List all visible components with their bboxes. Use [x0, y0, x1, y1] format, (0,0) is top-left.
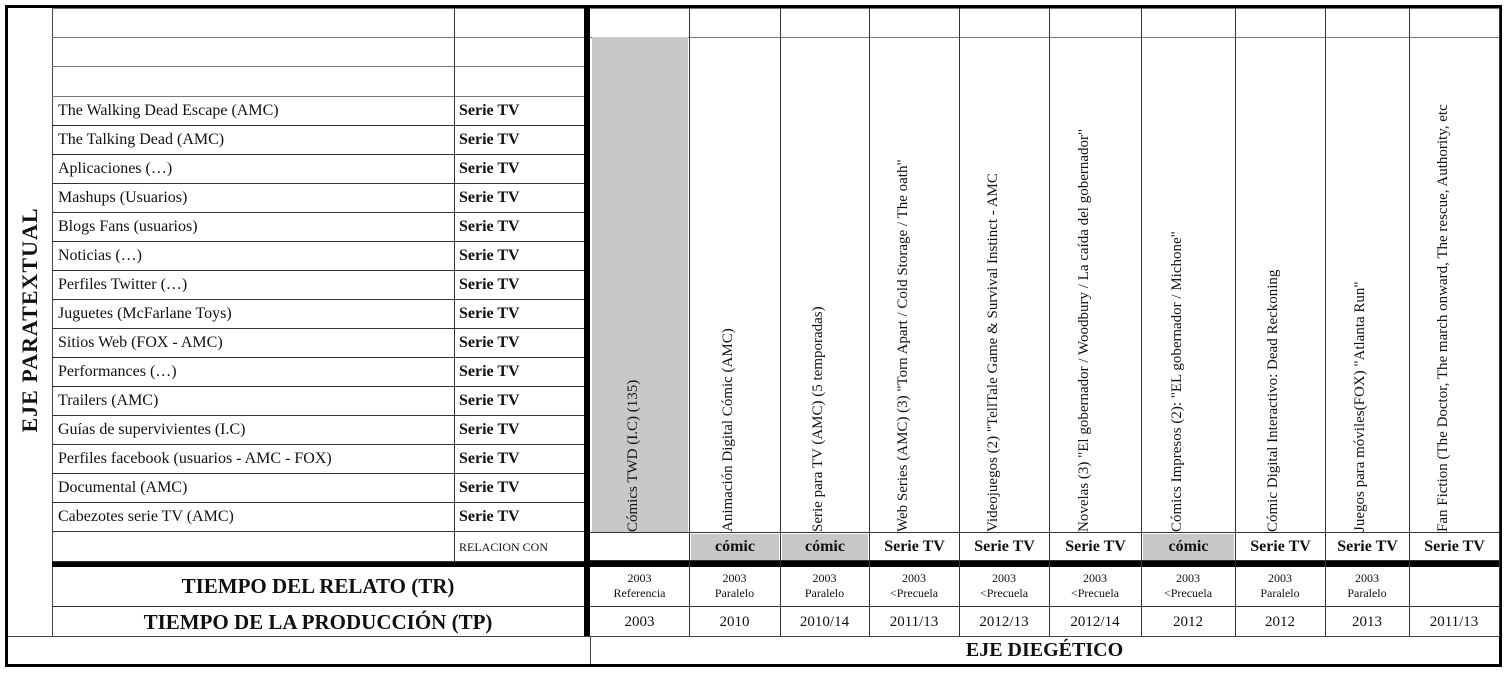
grid-line — [52, 606, 584, 607]
paratext-row-name: Performances (…) — [58, 363, 177, 380]
paratext-row-relation: Serie TV — [459, 392, 520, 409]
tiempo-relato-cell — [1235, 569, 1325, 607]
grid-line — [52, 37, 584, 38]
grid-line — [52, 561, 584, 562]
column-relation: Serie TV — [1424, 538, 1485, 555]
tr-year: 2003 — [812, 571, 837, 585]
tr-type: <Precuela — [979, 586, 1029, 600]
grid-line — [52, 66, 584, 67]
tr-type: Paralelo — [1347, 586, 1387, 600]
column-relation: cómic — [1143, 534, 1234, 560]
tr-year: 2003 — [1268, 571, 1292, 585]
tiempo-relato-cell — [780, 569, 869, 607]
tr-year: 2003 — [902, 571, 926, 585]
tiempo-produccion-cell: 2011/13 — [1429, 614, 1479, 630]
paratext-row-relation: Serie TV — [459, 131, 520, 148]
grid-line — [1049, 8, 1050, 636]
tiempo-relato-cell — [590, 569, 689, 607]
paratext-row-name: Trailers (AMC) — [58, 392, 159, 409]
column-header — [592, 37, 688, 532]
eje-diegetico-label: EJE DIEGÉTICO — [965, 639, 1124, 661]
paratext-row-relation: Serie TV — [459, 450, 520, 467]
paratext-row-relation: Serie TV — [459, 160, 520, 177]
tr-type: <Precuela — [889, 586, 939, 600]
column-title: Serie para TV (AMC) (5 temporadas) — [809, 306, 826, 532]
eje-paratextual-text: EJE PARATEXTUAL — [17, 207, 42, 433]
column-header — [782, 37, 868, 532]
tr-year: 2003 — [722, 571, 747, 585]
tr-year: 2003 — [1355, 571, 1379, 585]
column-header — [1143, 37, 1234, 532]
column-relation — [592, 534, 688, 560]
column-relation: Serie TV — [974, 538, 1035, 555]
column-relation: Serie TV — [1337, 538, 1398, 555]
tr-type: <Precuela — [1070, 586, 1120, 600]
tiempo-produccion-cell: 2013 — [1352, 614, 1382, 630]
grid-line — [780, 8, 781, 636]
column-relation: Serie TV — [1065, 538, 1126, 555]
tr-year: 2003 — [1083, 571, 1107, 585]
column-header — [961, 37, 1048, 532]
tr-type: <Precuela — [1163, 586, 1213, 600]
tiempo-produccion-cell: 2012 — [1265, 614, 1295, 630]
paratext-row-relation: Serie TV — [459, 334, 520, 351]
tiempo-relato-cell — [1409, 569, 1499, 607]
column-header — [1327, 37, 1408, 532]
column-title: Juegos para móviles(FOX) "Atlanta Run" — [1352, 281, 1368, 532]
tr-type: Paralelo — [714, 586, 755, 600]
eje-paratextual-label — [10, 160, 50, 480]
tiempo-produccion-cell: 2003 — [624, 614, 655, 630]
paratext-row-name: Juguetes (McFarlane Toys) — [58, 305, 232, 322]
grid-line — [1141, 8, 1142, 636]
column-relation: Serie TV — [1250, 538, 1311, 555]
bottom-divider — [8, 636, 1499, 637]
column-title: Videojuegos (2) "TellTale Game & Survival Instinct - AMC — [985, 173, 1001, 532]
paratext-row-relation: Serie TV — [459, 102, 520, 119]
grid-line — [869, 8, 870, 636]
tr-type: Paralelo — [804, 586, 845, 600]
column-title: Cómics Impresos (2): "EL gobernador / Michone" — [1169, 231, 1185, 532]
paratext-row-relation: Serie TV — [459, 218, 520, 235]
column-relation: Serie TV — [884, 538, 945, 555]
grid-line — [1235, 8, 1236, 636]
tiempo-relato-label: TIEMPO DEL RELATO (TR) — [181, 574, 455, 598]
paratext-row-name: Cabezotes serie TV (AMC) — [58, 508, 234, 525]
relacion-con-label: RELACION CON — [459, 540, 548, 554]
paratext-row-relation: Serie TV — [459, 421, 520, 438]
tiempo-produccion-cell: 2012/13 — [979, 614, 1029, 630]
tr-year: 2003 — [627, 571, 652, 585]
paratext-row-name: Aplicaciones (…) — [58, 160, 173, 177]
grid-line — [590, 8, 1499, 9]
tr-year: 2003 — [992, 571, 1016, 585]
paratext-row-relation: Serie TV — [459, 189, 520, 206]
paratext-row-name: Blogs Fans (usuarios) — [58, 218, 198, 235]
tiempo-produccion-label: TIEMPO DE LA PRODUCCIÓN (TP) — [143, 610, 493, 634]
grid-line — [959, 8, 960, 636]
column-title: Fan Fiction (The Doctor, The march onward, The rescue, Authority, etc — [1435, 104, 1451, 532]
tiempo-produccion-cell: 2012 — [1173, 614, 1203, 630]
column-title: Novelas (3) "El gobernador / Woodbury / La caída del gobernador" — [1076, 128, 1092, 532]
paratext-row-relation: Serie TV — [459, 276, 520, 293]
column-header — [691, 37, 779, 532]
column-title: Animación Digital Cómic (AMC) — [719, 328, 736, 532]
paratext-row-name: Documental (AMC) — [58, 479, 188, 496]
tr-type: Paralelo — [1260, 586, 1300, 600]
paratext-row-relation: Serie TV — [459, 247, 520, 264]
tiempo-relato-cell — [1141, 569, 1235, 607]
grid-line — [52, 8, 584, 9]
grid-line — [590, 560, 1499, 561]
tiempo-produccion-cell: 2012/14 — [1070, 614, 1120, 630]
tiempo-produccion-cell: 2011/13 — [889, 614, 939, 630]
grid-line — [689, 8, 690, 636]
tiempo-produccion-cell: 2010/14 — [799, 614, 850, 630]
tiempo-relato-cell — [959, 569, 1049, 607]
tiempo-relato-cell — [1049, 569, 1141, 607]
column-header — [871, 37, 958, 532]
paratext-row-name: Sitios Web (FOX - AMC) — [58, 334, 223, 351]
grid-line — [590, 532, 1499, 533]
paratext-row-name: Perfiles Twitter (…) — [58, 276, 188, 293]
column-relation: cómic — [691, 534, 779, 560]
paratext-row-relation: Serie TV — [459, 305, 520, 322]
column-relation: cómic — [782, 534, 868, 560]
tiempo-relato-cell — [1325, 569, 1409, 607]
column-title: Cómic Digital Interactivo: Dead Reckoning — [1265, 269, 1281, 532]
grid-line — [454, 8, 455, 561]
column-header — [1237, 37, 1324, 532]
paratext-row-relation: Serie TV — [459, 479, 520, 496]
tiempo-relato-cell — [869, 569, 959, 607]
column-title: Cómics TWD (I.C) (135) — [624, 379, 641, 532]
paratext-row-name: Mashups (Usuarios) — [58, 189, 188, 206]
main-vertical-separator — [584, 8, 590, 636]
paratext-row-name: The Talking Dead (AMC) — [58, 131, 225, 148]
tiempo-produccion-cell: 2010 — [719, 614, 750, 630]
left-axis-divider — [52, 8, 53, 636]
grid-line — [1325, 8, 1326, 636]
column-header — [1051, 37, 1140, 532]
tr-year: 2003 — [1176, 571, 1200, 585]
tr-type: Referencia — [613, 586, 666, 600]
grid-line — [52, 531, 584, 532]
paratext-row-name: The Walking Dead Escape (AMC) — [58, 102, 279, 119]
grid-line — [1409, 8, 1410, 636]
column-title: Web Series (AMC) (3) "Torn Apart / Cold Storage / The oath" — [895, 159, 911, 532]
paratext-row-relation: Serie TV — [459, 508, 520, 525]
tiempo-relato-cell — [689, 569, 780, 607]
paratext-row-name: Noticias (…) — [58, 247, 142, 264]
column-header — [1411, 37, 1498, 532]
paratext-row-name: Guías de supervivientes (I.C) — [58, 421, 246, 438]
paratext-row-relation: Serie TV — [459, 363, 520, 380]
grid-line — [1499, 8, 1500, 636]
paratext-row-name: Perfiles facebook (usuarios - AMC - FOX) — [58, 450, 332, 467]
